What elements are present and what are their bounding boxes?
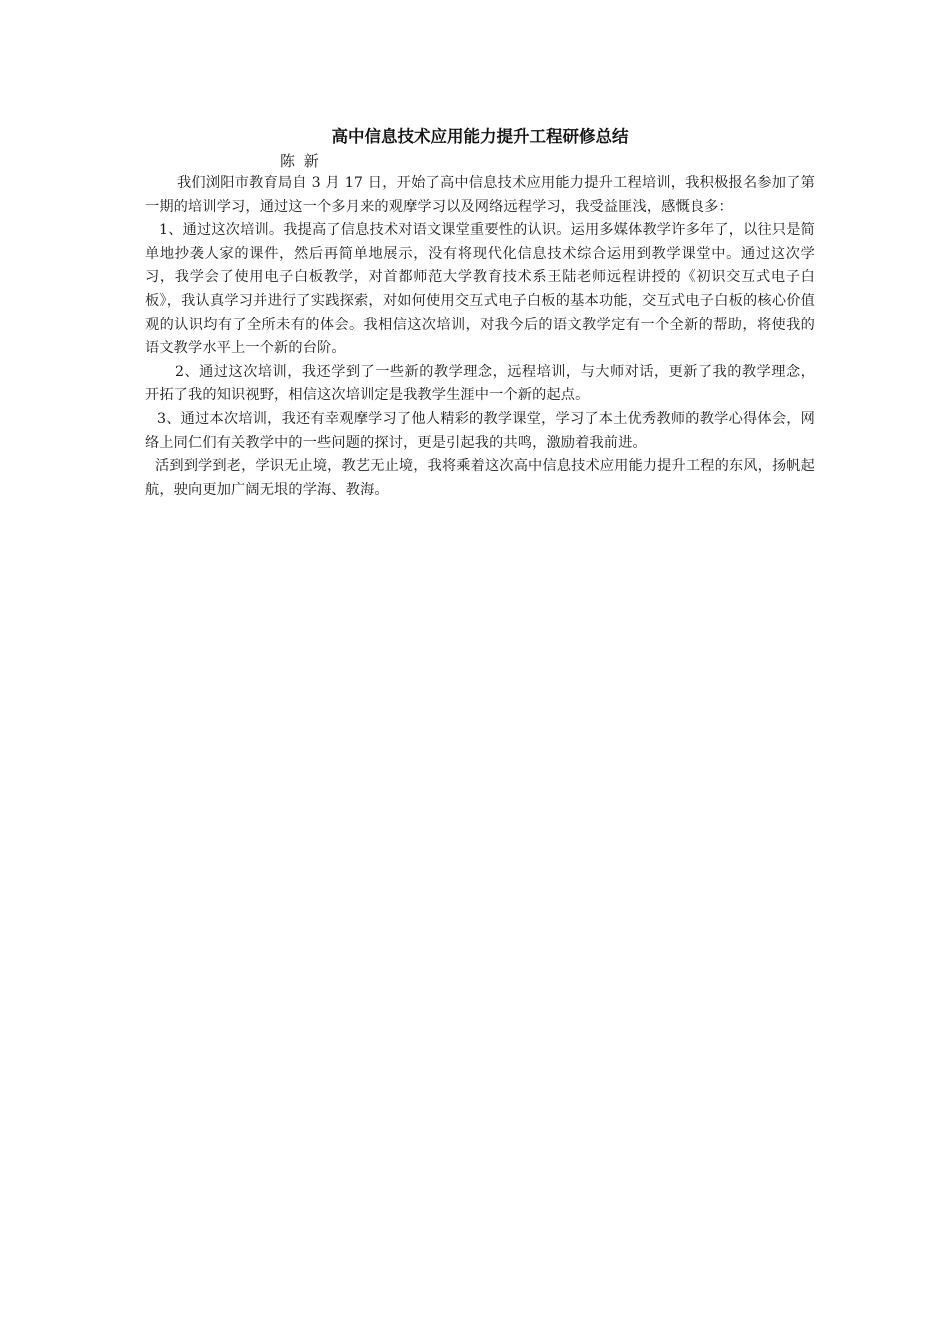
point-one-paragraph: 1、通过这次培训。我提高了信息技术对语文课堂重要性的认识。运用多媒体教学许多年了，以往只是简单地抄袭人家的课件，然后再简单地展示，没有将现代化信息技术综合运用到教学课堂中。通过这次学习，我学会了使用电子白板教学，对首都师范大学教育技术系王陆老师远程讲授的《初识交互式电子白板》，我认真学习并进行了实践探索，对如何使用交互式电子白板的基本功能，交互式电子白板的核心价值观的认识均有了全所未有的体会。我相信这次培训，对我今后的语文教学定有一个全新的帮助，将使我的语文教学水平上一个新的台阶。	[145, 222, 815, 357]
point-two-paragraph: 2、通过这次培训，我还学到了一些新的教学理念，远程培训，与大师对话，更新了我的教学理念，开拓了我的知识视野，相信这次培训定是我教学生涯中一个新的起点。	[145, 363, 815, 404]
document-body	[145, 124, 815, 502]
point-three-paragraph: 3、通过本次培训，我还有幸观摩学习了他人精彩的教学课堂，学习了本土优秀教师的教学心得体会，网络上同仁们有关教学中的一些问题的探讨，更是引起我的共鸣，激励着我前进。	[145, 410, 815, 451]
document-title: 高中信息技术应用能力提升工程研修总结	[331, 127, 629, 146]
closing-paragraph: 活到到学到老，学识无止境，教艺无止境，我将乘着这次高中信息技术应用能力提升工程的东风，扬帆起航，驶向更加广阔无垠的学海、教海。	[145, 458, 815, 498]
intro-paragraph: 我们浏阳市教育局自 3 月 17 日，开始了高中信息技术应用能力提升工程培训，我积极报名参加了第一期的培训学习，通过这一个多月来的观摩学习以及网络远程学习，我受益匪浅，感慨良多：	[145, 175, 815, 215]
author-name: 陈 新	[280, 152, 321, 170]
